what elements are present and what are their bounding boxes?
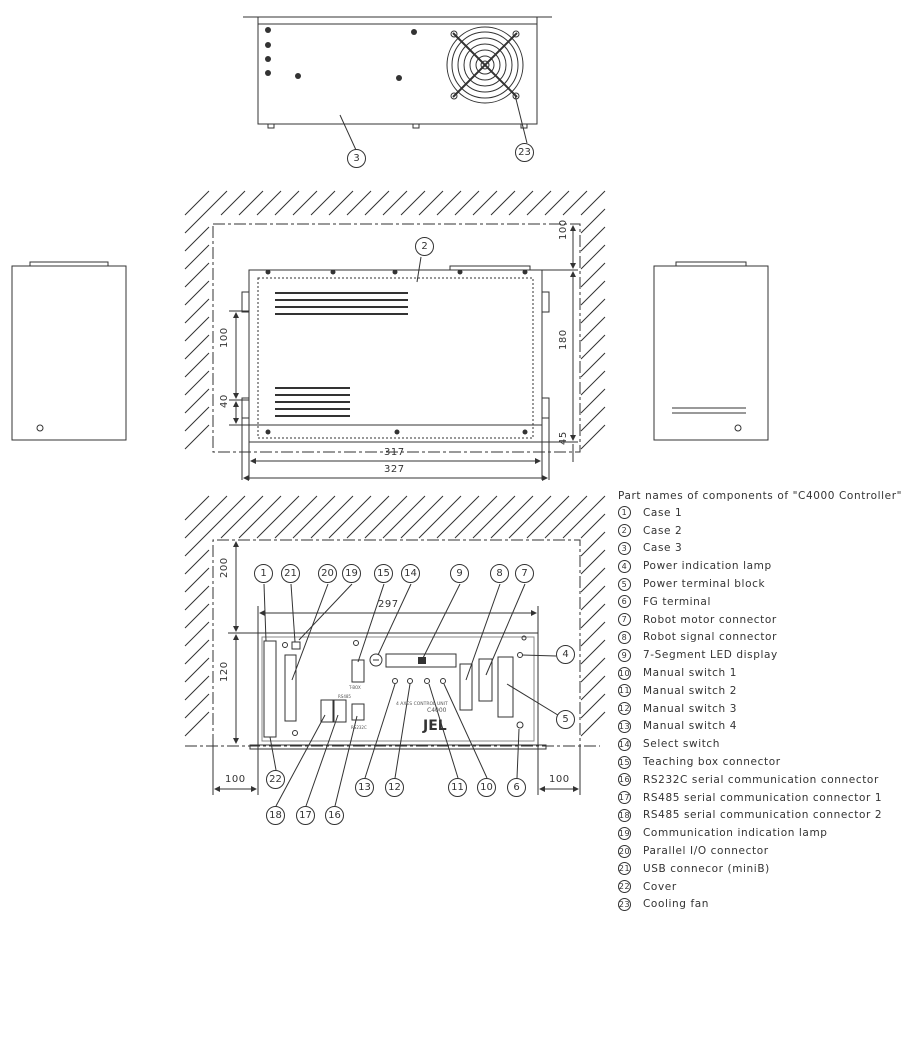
legend-item <box>618 753 918 771</box>
legend-item <box>618 682 918 700</box>
callout-8: 8 <box>490 564 509 583</box>
panel-tbox: T-BOX <box>349 685 361 690</box>
callout-3: 3 <box>347 149 366 168</box>
callout-9: 9 <box>450 564 469 583</box>
legend-label: USB connecor (miniB) <box>643 862 770 875</box>
legend-item <box>618 540 918 558</box>
legend-item <box>618 611 918 629</box>
legend-item <box>618 842 918 860</box>
rs485-connector-2 <box>334 700 346 722</box>
callout-7: 7 <box>515 564 534 583</box>
panel-brand: JEL <box>423 718 447 734</box>
legend-label: 7-Segment LED display <box>643 649 778 662</box>
legend-label: RS232C serial communication connector <box>643 773 879 786</box>
legend-label: Manual switch 3 <box>643 702 738 715</box>
legend-item <box>618 646 918 664</box>
wall-hatching <box>185 496 605 736</box>
legend-item <box>618 896 918 914</box>
legend-item <box>618 824 918 842</box>
legend-number: 21 <box>618 864 631 874</box>
legend-number: 20 <box>618 846 631 856</box>
dim-right-100-front: 100 <box>549 774 570 785</box>
panel-rs232c: RS232C <box>351 725 367 730</box>
legend-number: 1 <box>618 506 631 519</box>
legend-label: RS485 serial communication connector 1 <box>643 791 883 804</box>
fg-terminal <box>517 722 523 728</box>
legend-number: 13 <box>618 721 631 731</box>
legend-label: Case 2 <box>643 524 683 537</box>
legend-label: Robot signal connector <box>643 631 777 644</box>
legend-number: 6 <box>618 595 631 608</box>
legend-label: Cover <box>643 880 677 893</box>
callout-10: 10 <box>477 778 496 797</box>
callout-20: 20 <box>318 564 337 583</box>
callout-21: 21 <box>281 564 300 583</box>
callout-14: 14 <box>401 564 420 583</box>
parallel-io-connector <box>285 655 296 721</box>
dim-left-40: 40 <box>219 394 230 408</box>
legend-item <box>618 789 918 807</box>
teaching-box-connector <box>352 660 364 682</box>
legend-item <box>618 735 918 753</box>
callout-19: 19 <box>342 564 361 583</box>
legend-label: RS485 serial communication connector 2 <box>643 809 883 822</box>
legend-label: Cooling fan <box>643 898 710 911</box>
callout-4: 4 <box>556 645 575 664</box>
legend-label: Case 1 <box>643 506 683 519</box>
legend-label: Robot motor connector <box>643 613 777 626</box>
callout-12: 12 <box>385 778 404 797</box>
legend-item <box>618 557 918 575</box>
dim-height-right: 180 <box>558 329 569 350</box>
callout-16: 16 <box>325 806 344 825</box>
dim-left-100-front: 100 <box>225 774 246 785</box>
legend-number: 12 <box>618 704 631 714</box>
callout-1: 1 <box>254 564 273 583</box>
callout-23: 23 <box>515 143 534 162</box>
legend-number: 2 <box>618 524 631 537</box>
legend-item <box>618 629 918 647</box>
callout-15: 15 <box>374 564 393 583</box>
legend-label: FG terminal <box>643 595 711 608</box>
legend-number: 11 <box>618 686 631 696</box>
legend-label: Manual switch 1 <box>643 667 738 680</box>
legend-label: Power terminal block <box>643 578 766 591</box>
callout-2: 2 <box>415 237 434 256</box>
legend-number: 23 <box>618 899 631 909</box>
legend-number: 22 <box>618 882 631 892</box>
legend-number: 17 <box>618 793 631 803</box>
legend-number: 4 <box>618 560 631 573</box>
dim-height-120: 120 <box>219 661 230 682</box>
legend-label: Select switch <box>643 738 721 751</box>
legend-item <box>618 860 918 878</box>
legend-item <box>618 700 918 718</box>
legend-number: 3 <box>618 542 631 555</box>
legend-item <box>618 522 918 540</box>
robot-signal-connector <box>460 664 472 710</box>
legend-number: 7 <box>618 613 631 626</box>
legend-item <box>618 593 918 611</box>
dim-width-317: 317 <box>384 447 405 458</box>
power-indication-lamp <box>518 653 523 658</box>
callout-18: 18 <box>266 806 285 825</box>
legend-number: 8 <box>618 631 631 644</box>
callout-13: 13 <box>355 778 374 797</box>
panel-rs485: RS485 <box>338 694 351 699</box>
legend-label: Power indication lamp <box>643 560 772 573</box>
dim-clearance-top: 100 <box>558 219 569 240</box>
legend-number: 18 <box>618 810 631 820</box>
middle-view <box>185 191 605 480</box>
legend-number: 16 <box>618 775 631 785</box>
legend-item <box>618 575 918 593</box>
front-view <box>185 496 605 806</box>
legend-number: 5 <box>618 578 631 591</box>
legend-label: Communication indication lamp <box>643 827 828 840</box>
dim-bottom: 45 <box>558 431 569 445</box>
legend-label: Manual switch 4 <box>643 720 738 733</box>
legend-item <box>618 807 918 825</box>
manual-switches <box>393 679 446 684</box>
left-side-view <box>12 262 126 440</box>
legend-item <box>618 718 918 736</box>
callout-22: 22 <box>266 770 285 789</box>
dim-width-327: 327 <box>384 464 405 475</box>
legend-item <box>618 771 918 789</box>
dim-top-200: 200 <box>219 557 230 578</box>
legend-number: 14 <box>618 739 631 749</box>
legend-title: Part names of components of "C4000 Controller" <box>618 490 903 502</box>
legend-item <box>618 878 918 896</box>
legend-label: Manual switch 2 <box>643 684 738 697</box>
legend-number: 19 <box>618 828 631 838</box>
legend-label: Parallel I/O connector <box>643 845 769 858</box>
usb-connector <box>292 642 300 649</box>
callout-6: 6 <box>507 778 526 797</box>
legend-number: 9 <box>618 649 631 662</box>
dim-width-297: 297 <box>378 599 399 610</box>
power-terminal-block <box>498 657 513 717</box>
legend-number: 10 <box>618 668 631 678</box>
callout-5: 5 <box>556 710 575 729</box>
legend-item <box>618 504 918 522</box>
cooling-fan <box>447 27 523 103</box>
callout-17: 17 <box>296 806 315 825</box>
legend-number: 15 <box>618 757 631 767</box>
top-view <box>243 17 552 150</box>
legend-list <box>618 504 918 913</box>
legend-label: Case 3 <box>643 542 683 555</box>
right-side-view <box>654 262 768 440</box>
panel-subtitle: 4 AXES CONTROL UNIT <box>396 702 448 707</box>
legend-label: Teaching box connector <box>643 756 781 769</box>
parts-legend <box>618 488 918 913</box>
panel-model: C4000 <box>427 707 447 714</box>
dim-left-100: 100 <box>219 327 230 348</box>
callout-11: 11 <box>448 778 467 797</box>
legend-item <box>618 664 918 682</box>
rs232c-connector <box>352 704 364 720</box>
cover <box>264 641 276 737</box>
